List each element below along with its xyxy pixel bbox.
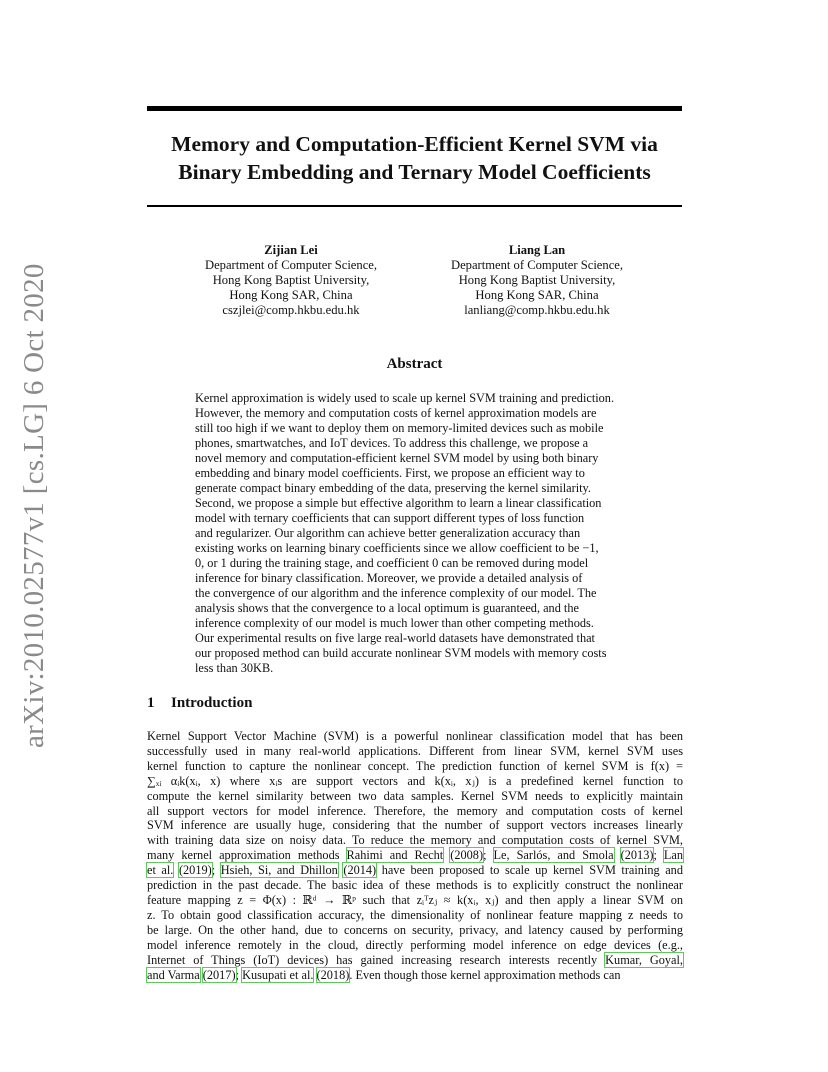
abstract-line: and regularizer. Our algorithm can achieve better generalization accuracy than (195, 526, 581, 540)
title-top-rule (147, 106, 682, 111)
author-name: Zijian Lei (264, 243, 318, 257)
intro-line: compute the kernel similarity between two data samples. Kernel SVM needs to explicitly maintain (147, 788, 683, 803)
intro-line: with training data size on noisy data. To reduce the memory and computation costs of kernel SVM, (147, 833, 683, 848)
text: Internet of Things (IoT) devices) has gained increasing research interests recently (147, 952, 606, 967)
citation-link[interactable]: Rahimi and Recht (346, 848, 444, 863)
abstract-line: embedding and binary model coefficients. First, we propose an efficient way to (195, 466, 585, 480)
intro-line (147, 848, 683, 863)
author-university: Hong Kong Baptist University, (458, 273, 616, 287)
text: have been proposed to scale up kernel SVM training and (376, 863, 683, 878)
abstract-heading: Abstract (386, 356, 443, 372)
abstract-line: novel memory and computation-efficient kernel SVM model by using both binary (195, 451, 599, 465)
citation-link[interactable]: Hsieh, Si, and Dhillon (220, 863, 338, 878)
intro-line (147, 863, 683, 878)
citation-year-link[interactable]: (2018) (316, 967, 350, 982)
intro-line (147, 953, 683, 968)
author-block-2 (417, 243, 657, 318)
citation-year-link[interactable]: (2008) (450, 848, 484, 863)
author-location: Hong Kong SAR, China (475, 288, 599, 302)
section-number: 1 (147, 695, 155, 711)
abstract-line: Our experimental results on five large real-world datasets have demonstrated that (195, 631, 595, 645)
abstract-line: model with ternary coefficients that can support different types of loss function (195, 511, 585, 525)
abstract-line: inference for binary classification. Moreover, we provide a detailed analysis of (195, 571, 583, 585)
abstract-line: the convergence of our algorithm and the inference complexity of our model. The (195, 586, 597, 600)
author-name: Liang Lan (508, 243, 566, 257)
author-dept: Department of Computer Science, (450, 258, 624, 272)
author-location: Hong Kong SAR, China (229, 288, 353, 302)
author-block-1 (171, 243, 411, 318)
citation-year-link[interactable]: (2019) (178, 863, 212, 878)
abstract-line: Second, we propose a simple but effective algorithm to learn a linear classification (195, 496, 602, 510)
abstract-line: analysis shows that the convergence to a local optimum is guaranteed, and the (195, 601, 579, 615)
title-line-2: Binary Embedding and Ternary Model Coefficients (178, 160, 651, 184)
abstract-line: less than 30KB. (195, 661, 274, 675)
citation-year-link[interactable]: (2017) (202, 967, 236, 982)
citation-link[interactable]: Kusupati et al. (242, 967, 314, 982)
text: ; (235, 967, 243, 982)
author-email: lanliang@comp.hkbu.edu.hk (464, 303, 610, 317)
intro-line: z. To obtain good classification accuracy, the dimensionality of nonlinear feature mapping z needs to (147, 907, 683, 922)
section-title: Introduction (171, 695, 253, 711)
citation-link[interactable]: Lan (663, 848, 684, 863)
arxiv-stamp: arXiv:2010.02577v1 [cs.LG] 6 Oct 2020 (18, 263, 50, 748)
intro-line: be large. On the other hand, due to concerns on security, privacy, and latency caused by performing (147, 922, 683, 937)
title-bottom-rule (147, 205, 682, 207)
introduction-body (147, 729, 683, 982)
section-heading (147, 695, 252, 712)
intro-line (147, 968, 683, 983)
intro-line: kernel function to capture the nonlinear concept. The prediction function of kernel SVM is f(x) = (147, 758, 683, 773)
abstract-line: However, the memory and computation costs of kernel approximation models are (195, 406, 597, 420)
text: many kernel approximation methods (147, 848, 347, 863)
citation-link[interactable]: and Varma (147, 967, 200, 982)
text: . Even though those kernel approximation methods can (349, 967, 621, 982)
abstract-line: Kernel approximation is widely used to scale up kernel SVM training and prediction. (195, 391, 615, 405)
abstract-line: our proposed method can build accurate nonlinear SVM models with memory costs (195, 646, 607, 660)
abstract-line: inference complexity of our model is much lower than other competing methods. (195, 616, 594, 630)
author-university: Hong Kong Baptist University, (212, 273, 370, 287)
intro-line: prediction in the past decade. The basic idea of these methods is to explicitly construct the nonlinear (147, 878, 683, 893)
title-line-1: Memory and Computation-Efficient Kernel SVM via (171, 132, 658, 156)
author-dept: Department of Computer Science, (204, 258, 378, 272)
intro-line: all support vectors for model inference. Therefore, the memory and computation costs of kernel (147, 803, 683, 818)
intro-line: successfully used in many real-world applications. Different from linear SVM, kernel SVM uses (147, 743, 683, 758)
citation-link[interactable]: et al. (147, 863, 174, 878)
citation-year-link[interactable]: (2013) (620, 848, 654, 863)
paper-title (147, 130, 682, 186)
text: ; (211, 863, 221, 878)
abstract-line: existing works on learning binary coefficients since we allow coefficient to be −1, (195, 541, 599, 555)
abstract-line: phones, smartwatches, and IoT devices. To address this challenge, we propose a (195, 436, 589, 450)
abstract-body (195, 391, 635, 676)
intro-line: model inference remotely in the cloud, directly performing model inference on edge devices (e.g., (147, 937, 683, 952)
intro-line: ∑ₓᵢ αᵢk(xᵢ, x) where xᵢs are support vectors and k(xᵢ, xⱼ) is a predefined kernel function to (147, 773, 683, 788)
text: ; (653, 848, 664, 863)
abstract-line: 0, or 1 during the training stage, and coefficient 0 can be removed during model (195, 556, 589, 570)
citation-link[interactable]: Le, Sarlós, and Smola (493, 848, 614, 863)
abstract-line: still too high if we want to deploy them on memory-limited devices such as mobile (195, 421, 604, 435)
citation-year-link[interactable]: (2014) (343, 863, 377, 878)
intro-line: SVM inference are usually huge, considering that the number of support vectors increases linearly (147, 818, 683, 833)
intro-line: Kernel Support Vector Machine (SVM) is a powerful nonlinear classification model that has been (147, 729, 683, 743)
author-email: cszjlei@comp.hkbu.edu.hk (222, 303, 360, 317)
abstract-line: generate compact binary embedding of the data, preserving the kernel similarity. (195, 481, 591, 495)
intro-line: feature mapping z = Φ(x) : ℝᵈ → ℝᵖ such that zᵢᵀzⱼ ≈ k(xᵢ, xⱼ) and then apply a linear SVM on (147, 892, 683, 907)
text: ; (483, 848, 494, 863)
citation-link[interactable]: Kumar, Goyal, (605, 952, 683, 967)
